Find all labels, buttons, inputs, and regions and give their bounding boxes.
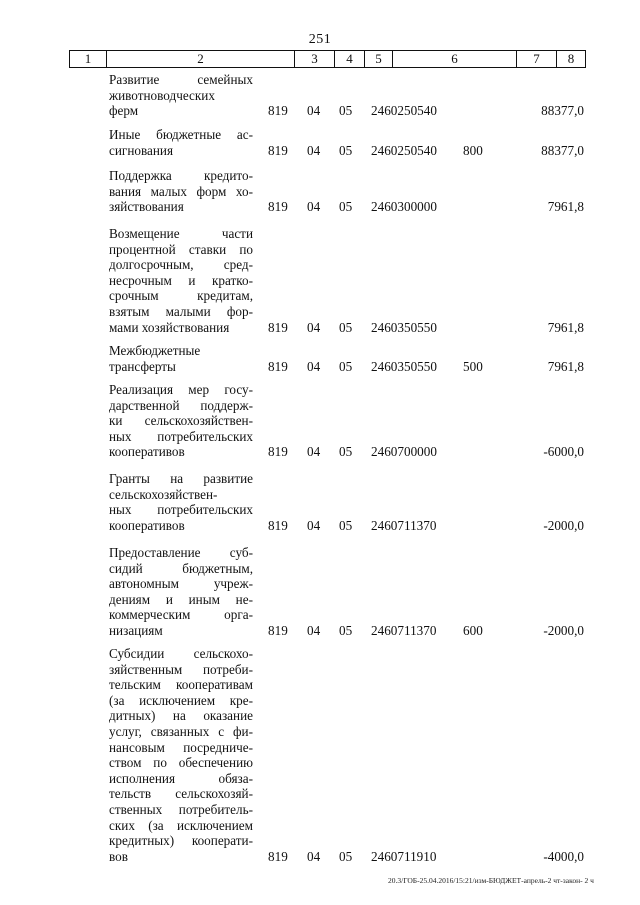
header-col-8: 8 — [567, 51, 575, 66]
podrazdel-code: 05 — [339, 103, 353, 119]
sum-value: -6000,0 — [543, 444, 584, 460]
description-line: ственных потребитель- — [109, 801, 253, 817]
vedomstvo-code: 819 — [268, 199, 288, 215]
header-col-2: 2 — [107, 51, 295, 67]
target-article-code: 2460250540 — [371, 142, 437, 158]
razdel-code: 04 — [307, 623, 321, 638]
description-line: автономным учреж- — [109, 576, 253, 592]
description-line: дарственной поддерж- — [109, 397, 253, 413]
description-line: вания малых форм хо- — [109, 183, 253, 199]
description-line: ских (за исключением — [109, 817, 253, 833]
target-article-code: 2460300000 — [371, 199, 437, 215]
target-article-code: 2460711910 — [371, 848, 437, 864]
description-line: кооперативов — [109, 517, 185, 533]
description-line: Предоставление суб- — [109, 545, 253, 560]
target-article-code: 2460711370 — [371, 623, 437, 638]
description-line: дитных) на оказание — [109, 708, 253, 724]
description-line: низациям — [109, 622, 163, 638]
sum-value: 7961,8 — [547, 358, 584, 374]
description-line: долгосрочным, сред- — [109, 257, 253, 273]
description-line: Реализация мер госу- — [109, 382, 253, 397]
row-description — [109, 646, 253, 864]
razdel-code: 04 — [307, 444, 321, 460]
row-description — [109, 545, 253, 639]
vedomstvo-code: 819 — [268, 444, 288, 460]
description-line: мами хозяйствования — [109, 319, 230, 335]
row-description — [109, 168, 253, 215]
description-line: сигнования — [109, 142, 174, 158]
description-line: ки сельскохозяйствен- — [109, 413, 253, 429]
sum-value: -4000,0 — [543, 848, 584, 864]
podrazdel-code: 05 — [339, 142, 353, 158]
expense-type-code: 500 — [463, 358, 483, 374]
description-line: взятым малыми фор- — [109, 303, 253, 319]
description-line: животноводческих — [109, 87, 215, 103]
description-line: коммерческим орга- — [109, 607, 253, 623]
sum-value: 7961,8 — [547, 199, 584, 215]
header-col-3: 3 — [295, 51, 335, 67]
header-col-7: 7 — [517, 51, 557, 67]
description-line: (за исключением кре- — [109, 692, 253, 708]
target-article-code: 2460250540 — [371, 103, 437, 119]
description-line: несрочным и кратко- — [109, 272, 253, 288]
description-line: кооперативов — [109, 444, 185, 460]
description-line: Гранты на развитие — [109, 471, 253, 486]
description-line: Возмещение части — [109, 226, 253, 241]
razdel-code: 04 — [307, 358, 321, 374]
footer-note: 20.3/ГОБ-25.04.2016/15:21/изм-БЮДЖЕТ-апрель-2 чт-закон- 2 ч — [388, 876, 594, 885]
razdel-code: 04 — [307, 103, 321, 119]
podrazdel-code: 05 — [339, 199, 353, 215]
vedomstvo-code: 819 — [268, 103, 288, 119]
description-line: исполнения обяза- — [109, 770, 253, 786]
description-line: услуг, связанных с фи- — [109, 723, 253, 739]
page-number: 251 — [308, 32, 332, 47]
vedomstvo-code: 819 — [268, 517, 288, 533]
row-description — [109, 127, 253, 158]
description-line: Межбюджетные — [109, 343, 201, 358]
description-line: кредитных) кооперати- — [109, 833, 253, 849]
description-line: трансферты — [109, 358, 176, 374]
razdel-code: 04 — [307, 319, 321, 335]
razdel-code: 04 — [307, 199, 321, 215]
sum-value: 88377,0 — [541, 103, 584, 119]
header-col-6: 6 — [393, 51, 517, 67]
podrazdel-code: 05 — [339, 517, 353, 533]
row-description — [109, 382, 253, 460]
vedomstvo-code: 819 — [268, 623, 288, 638]
description-line: процентной ставки по — [109, 241, 253, 257]
description-line: Субсидии сельскохо- — [109, 646, 253, 661]
sum-value: -2000,0 — [543, 517, 584, 533]
row-description — [109, 72, 253, 119]
vedomstvo-code: 819 — [268, 319, 288, 335]
description-line: сидий бюджетным, — [109, 560, 253, 576]
table-header — [69, 50, 586, 68]
podrazdel-code: 05 — [339, 848, 353, 864]
header-col-4: 4 — [335, 51, 365, 67]
podrazdel-code: 05 — [339, 623, 353, 638]
vedomstvo-code: 819 — [268, 848, 288, 864]
description-line: вов — [109, 848, 128, 864]
vedomstvo-code: 819 — [268, 142, 288, 158]
razdel-code: 04 — [307, 142, 321, 158]
row-description — [109, 343, 253, 374]
podrazdel-code: 05 — [339, 444, 353, 460]
target-article-code: 2460700000 — [371, 444, 437, 460]
expense-type-code: 800 — [463, 142, 483, 158]
row-description — [109, 226, 253, 335]
description-line: ством по обеспечению — [109, 755, 253, 771]
description-line: тельств сельскохозяй- — [109, 786, 253, 802]
target-article-code: 2460350550 — [371, 319, 437, 335]
description-line: Поддержка кредито- — [109, 168, 253, 183]
podrazdel-code: 05 — [339, 319, 353, 335]
description-line: Иные бюджетные ас- — [109, 127, 253, 142]
target-article-code: 2460711370 — [371, 517, 437, 533]
target-article-code: 2460350550 — [371, 358, 437, 374]
header-col-5: 5 — [365, 51, 393, 67]
razdel-code: 04 — [307, 848, 321, 864]
sum-value: 88377,0 — [541, 142, 584, 158]
description-line: нансовым посредниче- — [109, 739, 253, 755]
header-col-1: 1 — [70, 51, 107, 67]
description-line: дениям и иным не- — [109, 591, 253, 607]
vedomstvo-code: 819 — [268, 358, 288, 374]
expense-type-code: 600 — [463, 623, 483, 638]
description-line: сельскохозяйствен- — [109, 486, 218, 502]
description-line: ных потребительских — [109, 428, 253, 444]
description-line: зяйственным потреби- — [109, 661, 253, 677]
razdel-code: 04 — [307, 517, 321, 533]
description-line: Развитие семейных — [109, 72, 253, 87]
description-line: ных потребительских — [109, 502, 253, 518]
description-line: зяйствования — [109, 199, 184, 215]
row-description — [109, 471, 253, 533]
description-line: срочным кредитам, — [109, 288, 253, 304]
sum-value: -2000,0 — [543, 623, 584, 638]
description-line: тельским кооперативам — [109, 677, 253, 693]
sum-value: 7961,8 — [547, 319, 584, 335]
description-line: ферм — [109, 103, 139, 119]
podrazdel-code: 05 — [339, 358, 353, 374]
